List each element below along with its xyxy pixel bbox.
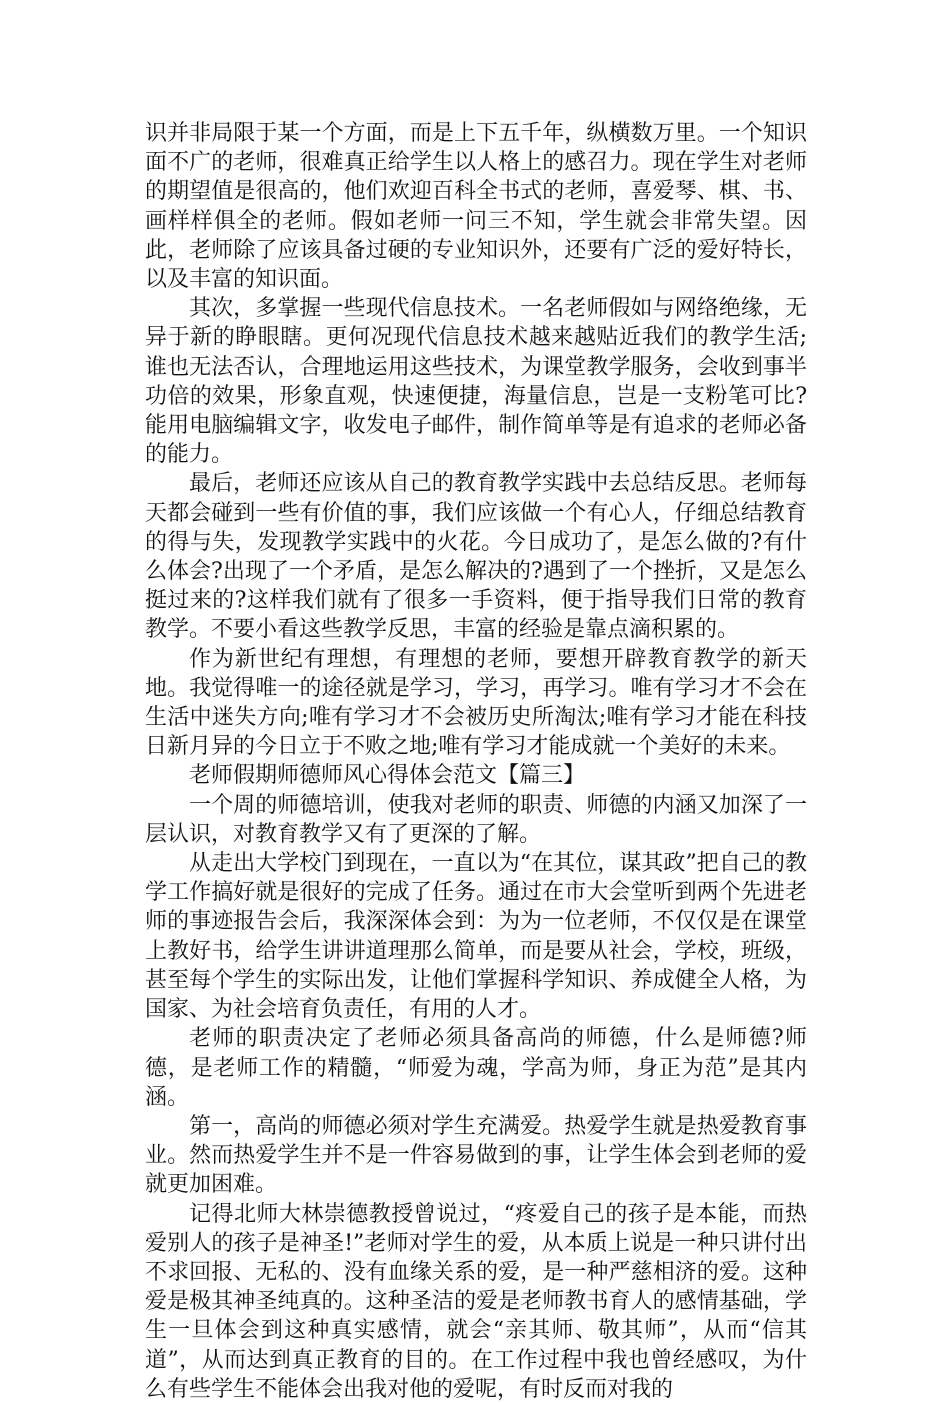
paragraph-lin-chongde: 记得北师大林崇德教授曾说过，“疼爱自己的孩子是本能，而热爱别人的孩子是神圣!”老师对学生的爱，从本质上说是一种只讲付出不求回报、无私的、没有血缘关系的爱，是一种严慈相济的爱。这种爱是极其神圣纯真的。这种圣洁的爱是老师教书育人的感情基础，学生一旦体会到这种真实感情，就会“亲其师、敬其师”，从而“信其道”，从而达到真正教育的目的。在工作过程中我也曾经感叹，为什么有些学生不能体会出我对他的爱呢，有时反而对我的: [145, 1201, 807, 1402]
paragraph-knowledge-scope: 识并非局限于某一个方面，而是上下五千年，纵横数万里。一个知识面不广的老师，很难真正给学生以人格上的感召力。现在学生对老师的期望值是很高的，他们欢迎百科全书式的老师，喜爱琴、棋、书、画样样俱全的老师。假如老师一问三不知，学生就会非常失望。因此，老师除了应该具备过硬的专业知识外，还要有广泛的爱好特长，以及丰富的知识面。: [145, 121, 807, 293]
document-body: [145, 119, 807, 1404]
paragraph-teacher-duty: 从走出大学校门到现在，一直以为“在其位，谋其政”把自己的教学工作搞好就是很好的完成了任务。通过在市大会堂听到两个先进老师的事迹报告会后，我深深体会到：为为一位老师，不仅仅是在课堂上教好书，给学生讲讲道理那么简单，而是要从社会，学校，班级，甚至每个学生的实际出发，让他们掌握科学知识、养成健全人格，为国家、为社会培育负责任，有用的人才。: [145, 851, 807, 1023]
paragraph-information-technology: 其次，多掌握一些现代信息技术。一名老师假如与网络绝缘，无异于新的睁眼瞎。更何况现代信息技术越来越贴近我们的教学生活;谁也无法否认，合理地运用这些技术，为课堂教学服务，会收到事半功倍的效果，形象直观，快速便捷，海量信息，岂是一支粉笔可比?能用电脑编辑文字，收发电子邮件，制作简单等是有追求的老师必备的能力。: [145, 296, 807, 468]
paragraph-learning: 作为新世纪有理想，有理想的老师，要想开辟教育教学的新天地。我觉得唯一的途径就是学习，学习，再学习。唯有学习才不会在生活中迷失方向;唯有学习才不会被历史所淘汰;唯有学习才能在科技日新月异的今日立于不败之地;唯有学习才能成就一个美好的未来。: [145, 646, 807, 760]
section-heading: 老师假期师德师风心得体会范文【篇三】: [189, 763, 586, 789]
paragraph-teacher-ethics: 老师的职责决定了老师必须具备高尚的师德，什么是师德?师德，是老师工作的精髓，“师爱为魂，学高为师，身正为范”是其内涵。: [145, 1026, 807, 1110]
paragraph-love-students: 第一，高尚的师德必须对学生充满爱。热爱学生就是热爱教育事业。然而热爱学生并不是一件容易做到的事，让学生体会到老师的爱就更加困难。: [145, 1113, 807, 1198]
paragraph-training: 一个周的师德培训，使我对老师的职责、师德的内涵又加深了一层认识，对教育教学又有了更深的了解。: [145, 792, 807, 847]
paragraph-reflection: 最后，老师还应该从自己的教育教学实践中去总结反思。老师每天都会碰到一些有价值的事，我们应该做一个有心人，仔细总结教育的得与失，发现教学实践中的火花。今日成功了，是怎么做的?有什么体会?出现了一个矛盾，是怎么解决的?遇到了一个挫折，又是怎么挺过来的?这样我们就有了很多一手资料，便于指导我们日常的教育教学。不要小看这些教学反思，丰富的经验是靠点滴积累的。: [145, 471, 807, 643]
